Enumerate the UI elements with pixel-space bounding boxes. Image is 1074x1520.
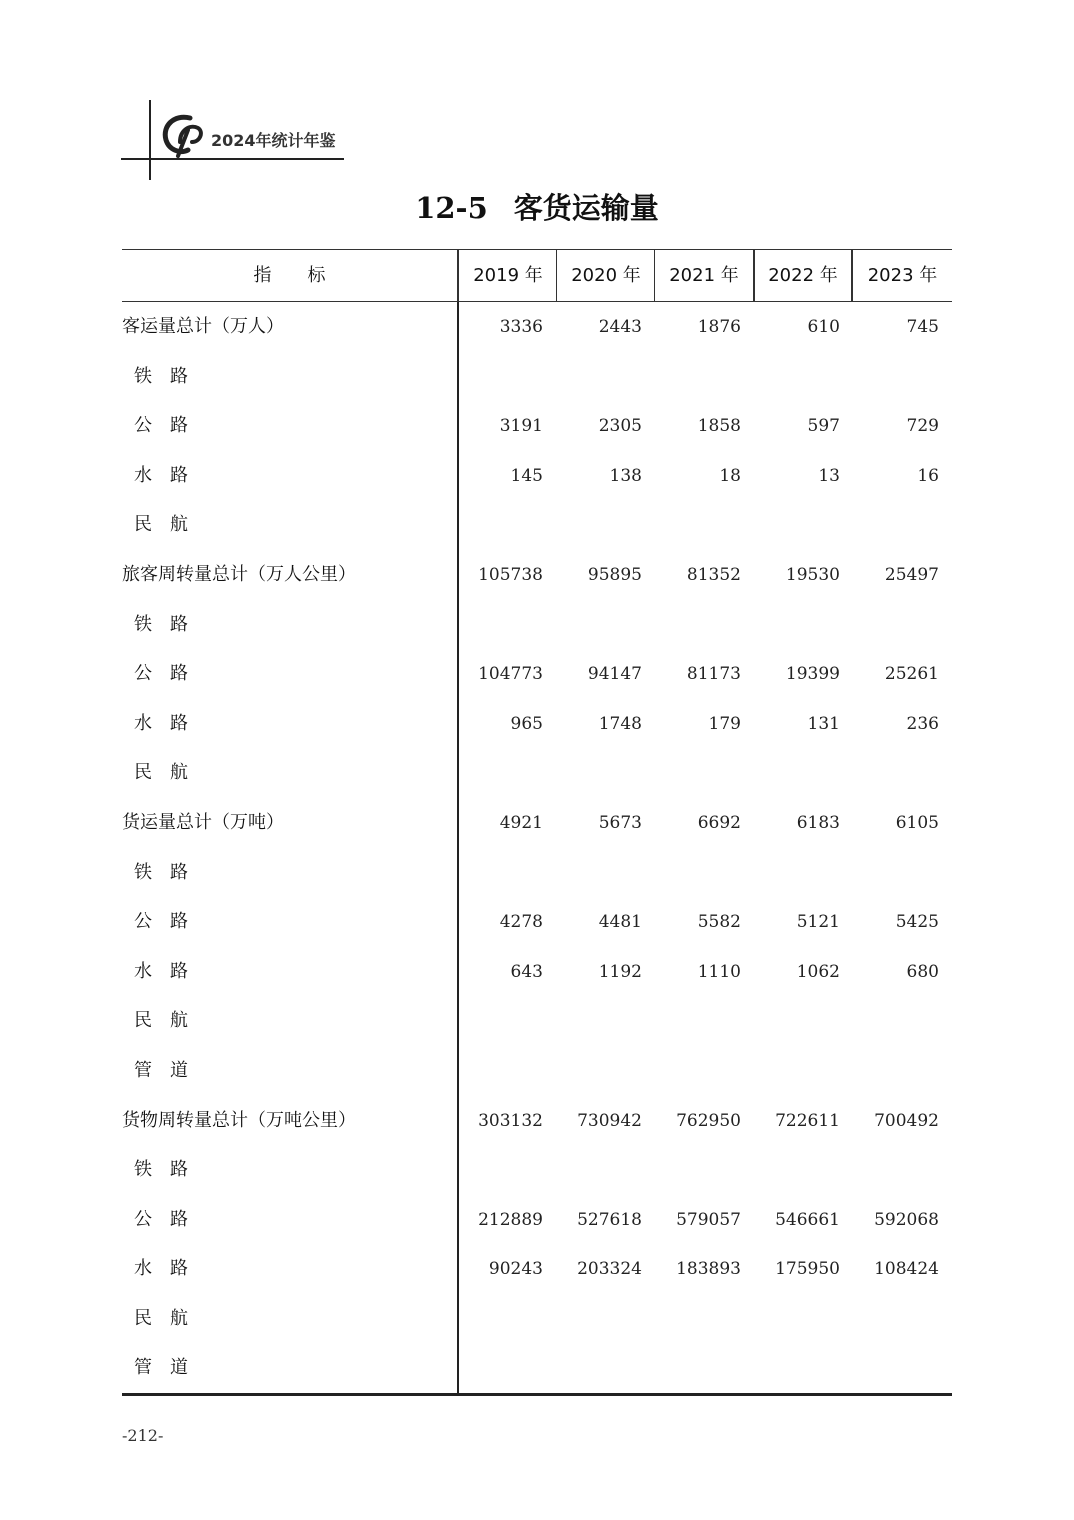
value-cell: 6692 bbox=[697, 812, 741, 833]
table-row bbox=[122, 798, 952, 848]
table-row bbox=[122, 1244, 952, 1294]
sub-indicator-label: 铁 路 bbox=[134, 365, 188, 387]
yearbook-logo-icon bbox=[160, 112, 206, 158]
value-cell: 730942 bbox=[577, 1110, 642, 1131]
value-cell: 236 bbox=[906, 713, 939, 734]
value-cell: 4921 bbox=[499, 812, 543, 833]
value-cell: 5121 bbox=[796, 912, 840, 933]
sub-indicator-label: 水 路 bbox=[134, 464, 188, 486]
value-cell: 104773 bbox=[478, 664, 543, 685]
table-row bbox=[122, 699, 952, 749]
sub-indicator-label: 管 道 bbox=[134, 1059, 188, 1081]
sub-indicator-label: 民 航 bbox=[134, 762, 188, 784]
value-cell: 5673 bbox=[598, 812, 642, 833]
page-title bbox=[0, 186, 1074, 227]
value-cell: 592068 bbox=[874, 1209, 939, 1230]
value-cell: 762950 bbox=[676, 1110, 741, 1131]
value-cell: 18 bbox=[719, 465, 741, 486]
table-body bbox=[122, 302, 952, 1393]
value-cell: 203324 bbox=[577, 1259, 642, 1280]
value-cell: 19530 bbox=[785, 564, 840, 585]
value-cell: 25497 bbox=[884, 564, 939, 585]
value-cell: 5425 bbox=[895, 912, 939, 933]
table-row bbox=[122, 1195, 952, 1245]
sub-indicator-label: 公 路 bbox=[134, 415, 188, 437]
table-row bbox=[122, 1294, 952, 1344]
value-cell: 179 bbox=[708, 713, 741, 734]
value-cell: 722611 bbox=[775, 1110, 840, 1131]
table-header bbox=[122, 249, 952, 302]
sub-indicator-label: 民 航 bbox=[134, 1010, 188, 1032]
table-bottom-rule bbox=[122, 1393, 952, 1396]
value-cell: 81173 bbox=[686, 664, 741, 685]
value-cell: 175950 bbox=[775, 1259, 840, 1280]
sub-indicator-label: 管 道 bbox=[134, 1357, 188, 1379]
sub-indicator-label: 铁 路 bbox=[134, 861, 188, 883]
sub-indicator-label: 铁 路 bbox=[134, 613, 188, 635]
value-cell: 2305 bbox=[598, 416, 642, 437]
value-cell: 6183 bbox=[796, 812, 840, 833]
indicator-label: 客运量总计（万人） bbox=[122, 316, 284, 337]
data-table bbox=[122, 249, 952, 1393]
value-cell: 19399 bbox=[785, 664, 840, 685]
value-cell: 131 bbox=[807, 713, 840, 734]
table-row bbox=[122, 352, 952, 402]
sub-indicator-label: 铁 路 bbox=[134, 1159, 188, 1181]
indicator-label: 货运量总计（万吨） bbox=[122, 811, 284, 833]
table-row bbox=[122, 947, 952, 997]
value-cell: 183893 bbox=[676, 1259, 741, 1280]
table-row bbox=[122, 1343, 952, 1393]
table-row bbox=[122, 1046, 952, 1096]
indicator-label: 货物周转量总计（万吨公里） bbox=[122, 1109, 356, 1131]
year-header: 2020 年 bbox=[571, 265, 641, 286]
indicator-label: 旅客周转量总计（万人公里） bbox=[122, 563, 356, 585]
value-cell: 94147 bbox=[587, 664, 642, 685]
table-row bbox=[122, 401, 952, 451]
table-row bbox=[122, 897, 952, 947]
value-cell: 105738 bbox=[478, 564, 543, 585]
sub-indicator-label: 公 路 bbox=[134, 663, 188, 685]
value-cell: 1876 bbox=[697, 317, 741, 337]
value-cell: 108424 bbox=[874, 1259, 939, 1280]
value-cell: 643 bbox=[510, 961, 543, 982]
sub-indicator-label: 民 航 bbox=[134, 1307, 188, 1329]
value-cell: 90243 bbox=[488, 1259, 543, 1280]
sub-indicator-label: 水 路 bbox=[134, 712, 188, 734]
value-cell: 1192 bbox=[598, 961, 642, 982]
value-cell: 1858 bbox=[697, 416, 741, 437]
sub-indicator-label: 民 航 bbox=[134, 514, 188, 536]
year-header: 2022 年 bbox=[768, 265, 838, 286]
value-cell: 303132 bbox=[478, 1110, 543, 1131]
value-cell: 745 bbox=[906, 317, 939, 337]
value-cell: 212889 bbox=[478, 1209, 543, 1230]
value-cell: 145 bbox=[510, 465, 543, 486]
year-header: 2019 年 bbox=[473, 265, 543, 286]
value-cell: 1748 bbox=[598, 713, 642, 734]
value-cell: 25261 bbox=[884, 664, 939, 685]
value-cell: 1110 bbox=[697, 961, 741, 982]
value-cell: 1062 bbox=[796, 961, 840, 982]
header-horizontal-rule bbox=[121, 158, 344, 160]
value-cell: 579057 bbox=[676, 1209, 741, 1230]
yearbook-title: 2024年统计年鉴 bbox=[211, 131, 336, 150]
table-row bbox=[122, 1096, 952, 1146]
value-cell: 729 bbox=[906, 416, 939, 437]
value-cell: 95895 bbox=[587, 564, 642, 585]
table-row bbox=[122, 996, 952, 1046]
value-cell: 13 bbox=[818, 465, 840, 486]
table-title: 客货运输量 bbox=[513, 191, 659, 225]
year-header: 2021 年 bbox=[669, 265, 739, 286]
page-number: -212- bbox=[122, 1426, 164, 1445]
table-row bbox=[122, 848, 952, 898]
table-row bbox=[122, 649, 952, 699]
value-cell: 81352 bbox=[686, 564, 741, 585]
table-row bbox=[122, 1145, 952, 1195]
table-row bbox=[122, 748, 952, 798]
table-number: 12-5 bbox=[415, 191, 488, 225]
sub-indicator-label: 公 路 bbox=[134, 1208, 188, 1230]
table-row bbox=[122, 600, 952, 650]
indicator-header: 指 标 bbox=[253, 265, 326, 286]
value-cell: 2443 bbox=[598, 317, 642, 337]
table-row bbox=[122, 451, 952, 501]
table-row bbox=[122, 302, 952, 352]
header-vertical-rule bbox=[149, 100, 151, 180]
value-cell: 4278 bbox=[499, 912, 543, 933]
table-row bbox=[122, 550, 952, 600]
sub-indicator-label: 水 路 bbox=[134, 1258, 188, 1280]
value-cell: 4481 bbox=[598, 912, 642, 933]
value-cell: 16 bbox=[917, 465, 939, 486]
value-cell: 700492 bbox=[874, 1110, 939, 1131]
value-cell: 3191 bbox=[499, 416, 543, 437]
value-cell: 3336 bbox=[499, 317, 543, 337]
sub-indicator-label: 公 路 bbox=[134, 911, 188, 933]
value-cell: 597 bbox=[807, 416, 840, 437]
value-cell: 680 bbox=[906, 961, 939, 982]
value-cell: 610 bbox=[807, 317, 840, 337]
value-cell: 6105 bbox=[895, 812, 939, 833]
year-header: 2023 年 bbox=[867, 265, 938, 286]
table-row bbox=[122, 500, 952, 550]
value-cell: 965 bbox=[510, 713, 543, 734]
value-cell: 138 bbox=[609, 465, 642, 486]
value-cell: 546661 bbox=[775, 1209, 840, 1230]
value-cell: 527618 bbox=[577, 1209, 642, 1230]
value-cell: 5582 bbox=[697, 912, 741, 933]
sub-indicator-label: 水 路 bbox=[134, 960, 188, 982]
